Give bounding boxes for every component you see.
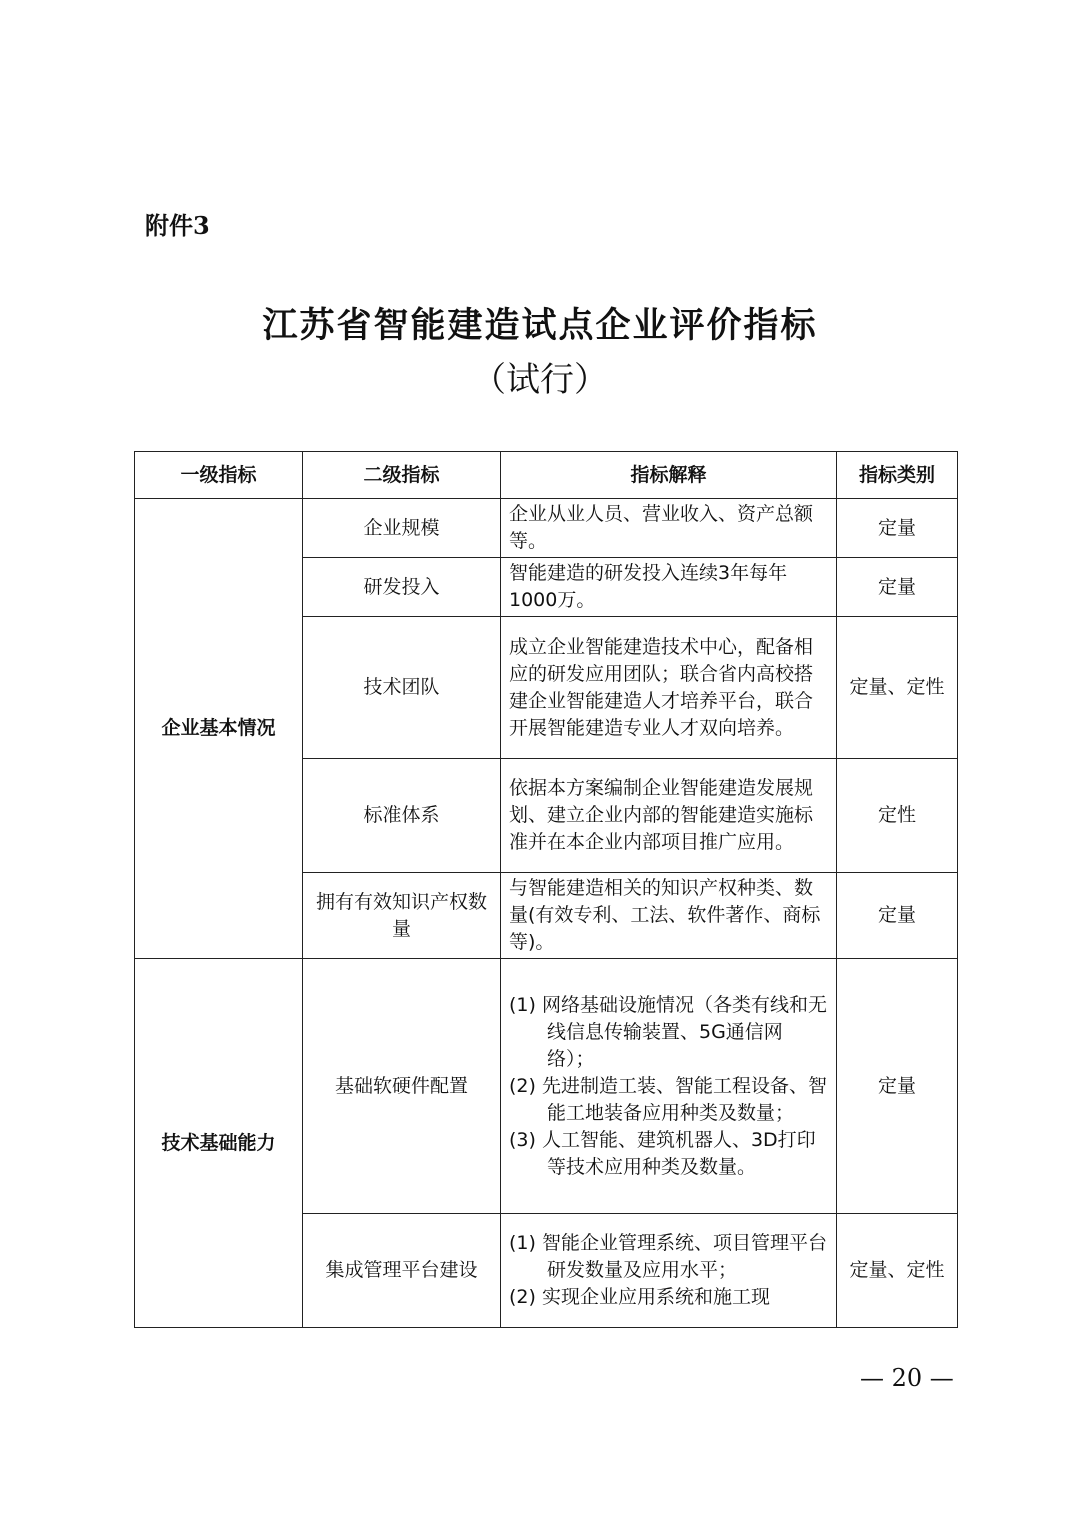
list-item: (2) 先进制造工装、智能工程设备、智能工地装备应用种类及数量； [509, 1074, 827, 1124]
explanation-cell [501, 1214, 837, 1328]
level2-cell: 基础软硬件配置 [303, 959, 501, 1214]
list-item: (3) 人工智能、建筑机器人、3D打印等技术应用种类及数量。 [509, 1128, 816, 1178]
explanation-cell: 与智能建造相关的知识产权种类、数量(有效专利、工法、软件著作、商标等)。 [501, 873, 837, 959]
list-item: (1) 智能企业管理系统、项目管理平台研发数量及应用水平； [509, 1232, 827, 1281]
level1-cell: 企业基本情况 [135, 499, 303, 959]
category-cell: 定量 [837, 873, 958, 959]
page-number: — 20 — [860, 1364, 954, 1392]
category-cell: 定量 [837, 959, 958, 1214]
explanation-cell: 智能建造的研发投入连续3年每年1000万。 [501, 558, 837, 617]
table-row [135, 499, 958, 558]
list-item: (1) 网络基础设施情况（各类有线和无线信息传输装置、5G通信网络）； [509, 993, 827, 1070]
indicator-table [134, 451, 958, 1328]
header-explanation: 指标解释 [501, 452, 837, 499]
category-cell: 定量 [837, 499, 958, 558]
level2-cell: 集成管理平台建设 [303, 1214, 501, 1328]
level2-cell: 拥有有效知识产权数量 [303, 873, 501, 959]
document-title: 江苏省智能建造试点企业评价指标 [262, 305, 818, 346]
category-cell: 定性 [837, 759, 958, 873]
explanation-cell [501, 959, 837, 1214]
table-header-row [135, 452, 958, 499]
category-cell: 定量 [837, 558, 958, 617]
attachment-label: 附件3 [145, 211, 210, 240]
table-row [135, 959, 958, 1214]
level2-cell: 标准体系 [303, 759, 501, 873]
document-subtitle: （试行） [472, 360, 608, 400]
header-level1: 一级指标 [135, 452, 303, 499]
category-cell: 定量、定性 [837, 617, 958, 759]
category-cell: 定量、定性 [837, 1214, 958, 1328]
level2-cell: 研发投入 [303, 558, 501, 617]
header-category: 指标类别 [837, 452, 958, 499]
explanation-cell: 企业从业人员、营业收入、资产总额等。 [501, 499, 837, 558]
level1-cell: 技术基础能力 [135, 959, 303, 1328]
level2-cell: 企业规模 [303, 499, 501, 558]
list-item: (2) 实现企业应用系统和施工现 [509, 1286, 770, 1308]
explanation-cell: 成立企业智能建造技术中心，配备相应的研发应用团队；联合省内高校搭建企业智能建造人才培养平台，联合开展智能建造专业人才双向培养。 [501, 617, 837, 759]
explanation-cell: 依据本方案编制企业智能建造发展规划、建立企业内部的智能建造实施标准并在本企业内部项目推广应用。 [501, 759, 837, 873]
level2-cell: 技术团队 [303, 617, 501, 759]
header-level2: 二级指标 [303, 452, 501, 499]
